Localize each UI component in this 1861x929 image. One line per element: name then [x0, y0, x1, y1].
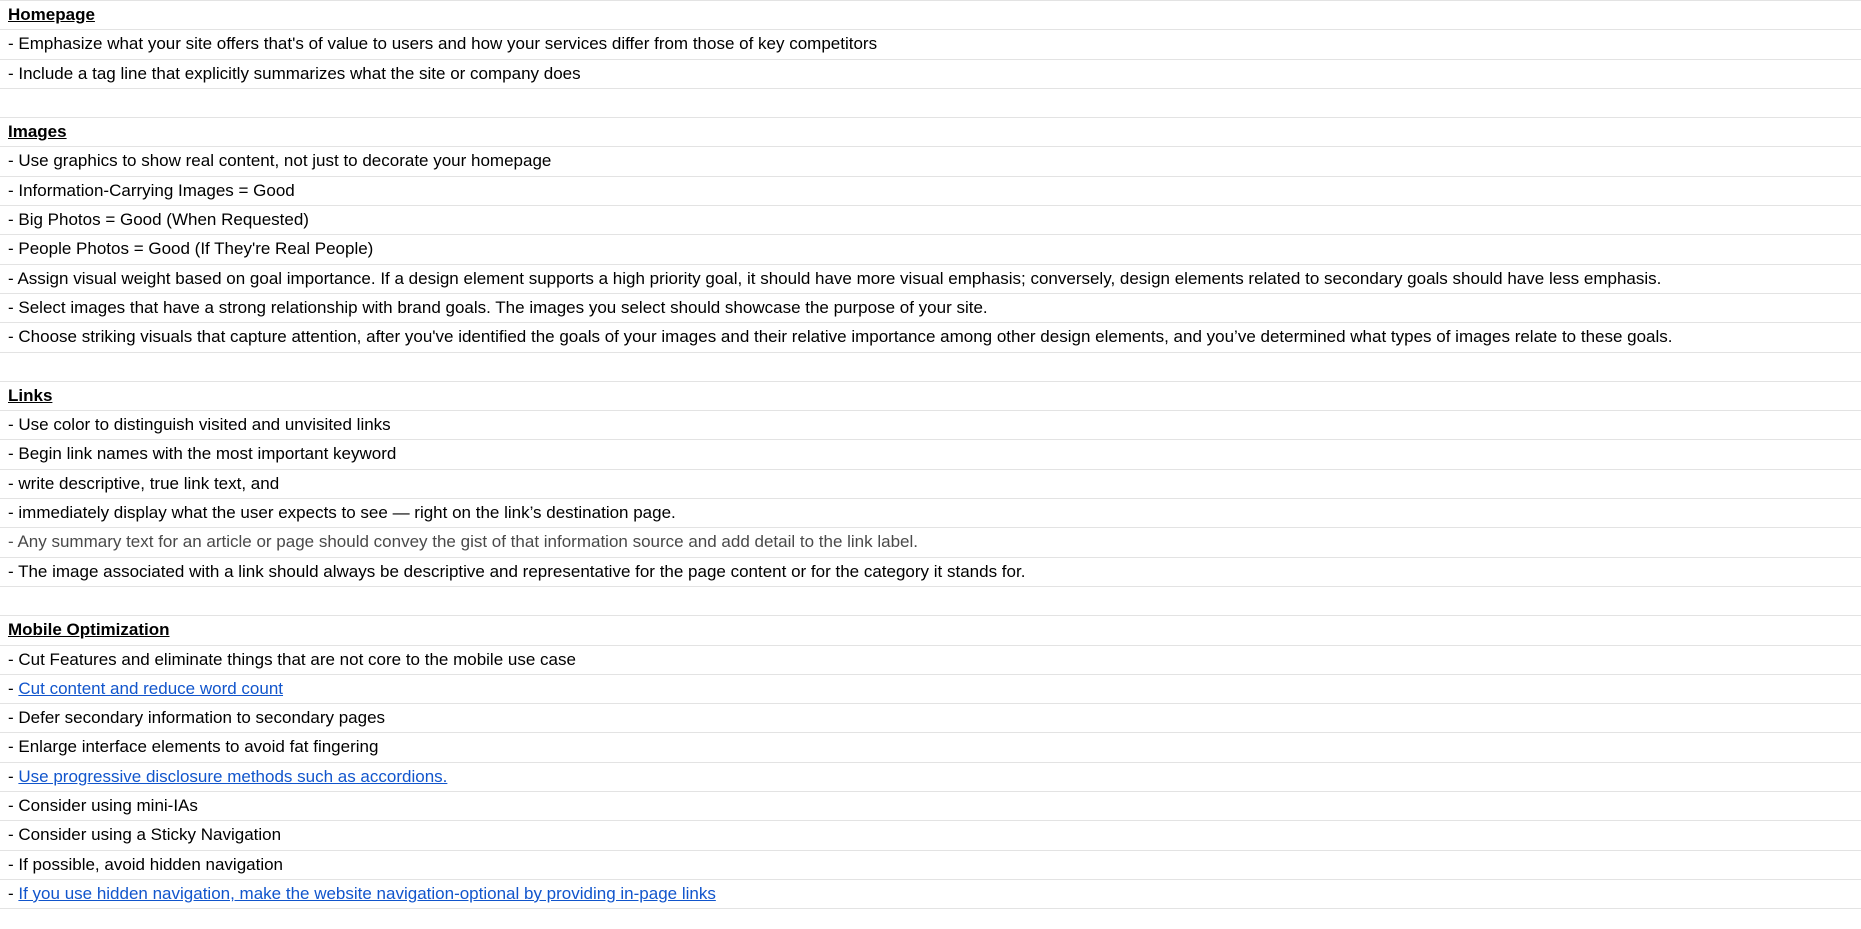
cell-text: - People Photos = Good (If They're Real People) — [8, 239, 374, 259]
empty-row[interactable] — [0, 353, 1861, 382]
bullet-prefix: - — [8, 766, 19, 786]
link-row[interactable] — [0, 675, 1861, 704]
bullet-prefix: - — [8, 678, 19, 698]
cell-text: - The image associated with a link should always be descriptive and representative for the page content or for the category it stands for. — [8, 561, 1026, 581]
cell-text: - Information-Carrying Images = Good — [8, 180, 295, 200]
list-item-row[interactable] — [0, 411, 1861, 440]
list-item-row[interactable] — [0, 851, 1861, 880]
list-item-row[interactable] — [0, 792, 1861, 821]
cell-text: - Use color to distinguish visited and unvisited links — [8, 415, 391, 435]
cell-text: - write descriptive, true link text, and — [8, 473, 280, 493]
empty-row[interactable] — [0, 909, 1861, 929]
cell-text: - If possible, avoid hidden navigation — [8, 854, 284, 874]
sheet-rows — [0, 1, 1861, 929]
empty-row[interactable] — [0, 587, 1861, 616]
section-title: Links — [8, 385, 53, 405]
cell-text: - Any summary text for an article or page should convey the gist of that information source and add detail to the link label. — [8, 532, 918, 552]
cell-text: - Cut Features and eliminate things that are not core to the mobile use case — [8, 649, 576, 669]
list-item-row[interactable] — [0, 440, 1861, 469]
list-item-row[interactable] — [0, 60, 1861, 89]
cell-text: - Enlarge interface elements to avoid fat fingering — [8, 737, 379, 757]
hyperlink[interactable]: Use progressive disclosure methods such as accordions. — [18, 766, 448, 786]
link-row[interactable] — [0, 880, 1861, 909]
list-item-row[interactable] — [0, 646, 1861, 675]
list-item-row[interactable] — [0, 558, 1861, 587]
section-header-row[interactable] — [0, 382, 1861, 411]
list-item-row[interactable] — [0, 206, 1861, 235]
empty-row[interactable] — [0, 89, 1861, 118]
cell-text: - Consider using mini-IAs — [8, 796, 198, 816]
cell-text: - Choose striking visuals that capture attention, after you've identified the goals of your images and their relative importance among other design elements, and you’ve determined what types of images relate to these goals. — [8, 327, 1673, 347]
list-item-row[interactable] — [0, 323, 1861, 352]
list-item-row[interactable] — [0, 733, 1861, 762]
list-item-row[interactable] — [0, 30, 1861, 59]
list-item-row[interactable] — [0, 821, 1861, 850]
list-item-row[interactable] — [0, 294, 1861, 323]
list-item-row[interactable] — [0, 704, 1861, 733]
cell-text: - Begin link names with the most important keyword — [8, 444, 397, 464]
cell-text: - Defer secondary information to secondary pages — [8, 708, 386, 728]
section-title: Mobile Optimization — [8, 620, 170, 640]
section-title: Images — [8, 122, 67, 142]
list-item-row[interactable] — [0, 499, 1861, 528]
list-item-row[interactable] — [0, 177, 1861, 206]
list-item-row[interactable] — [0, 528, 1861, 557]
cell-text: - Select images that have a strong relationship with brand goals. The images you select should showcase the purpose of your site. — [8, 297, 988, 317]
link-row[interactable] — [0, 763, 1861, 792]
section-title: Homepage — [8, 5, 95, 24]
section-header-row[interactable] — [0, 1, 1861, 30]
cell-text: - Big Photos = Good (When Requested) — [8, 210, 309, 230]
bullet-prefix: - — [8, 883, 19, 903]
cell-text: - Consider using a Sticky Navigation — [8, 825, 282, 845]
list-item-row[interactable] — [0, 147, 1861, 176]
section-header-row[interactable] — [0, 616, 1861, 645]
cell-text: - Use graphics to show real content, not just to decorate your homepage — [8, 151, 552, 171]
hyperlink[interactable]: If you use hidden navigation, make the website navigation-optional by providing in-page links — [18, 883, 716, 903]
list-item-row[interactable] — [0, 265, 1861, 294]
cell-text: - Assign visual weight based on goal importance. If a design element supports a high priority goal, it should have more visual emphasis; conversely, design elements related to secondary goals should have less emphasis. — [8, 268, 1662, 288]
list-item-row[interactable] — [0, 235, 1861, 264]
hyperlink[interactable]: Cut content and reduce word count — [18, 678, 284, 698]
cell-text: - Emphasize what your site offers that's of value to users and how your services differ from those of key competitors — [8, 34, 878, 54]
list-item-row[interactable] — [0, 470, 1861, 499]
section-header-row[interactable] — [0, 118, 1861, 147]
cell-text: - Include a tag line that explicitly summarizes what the site or company does — [8, 63, 581, 83]
cell-text: - immediately display what the user expects to see — right on the link’s destination page. — [8, 503, 676, 523]
